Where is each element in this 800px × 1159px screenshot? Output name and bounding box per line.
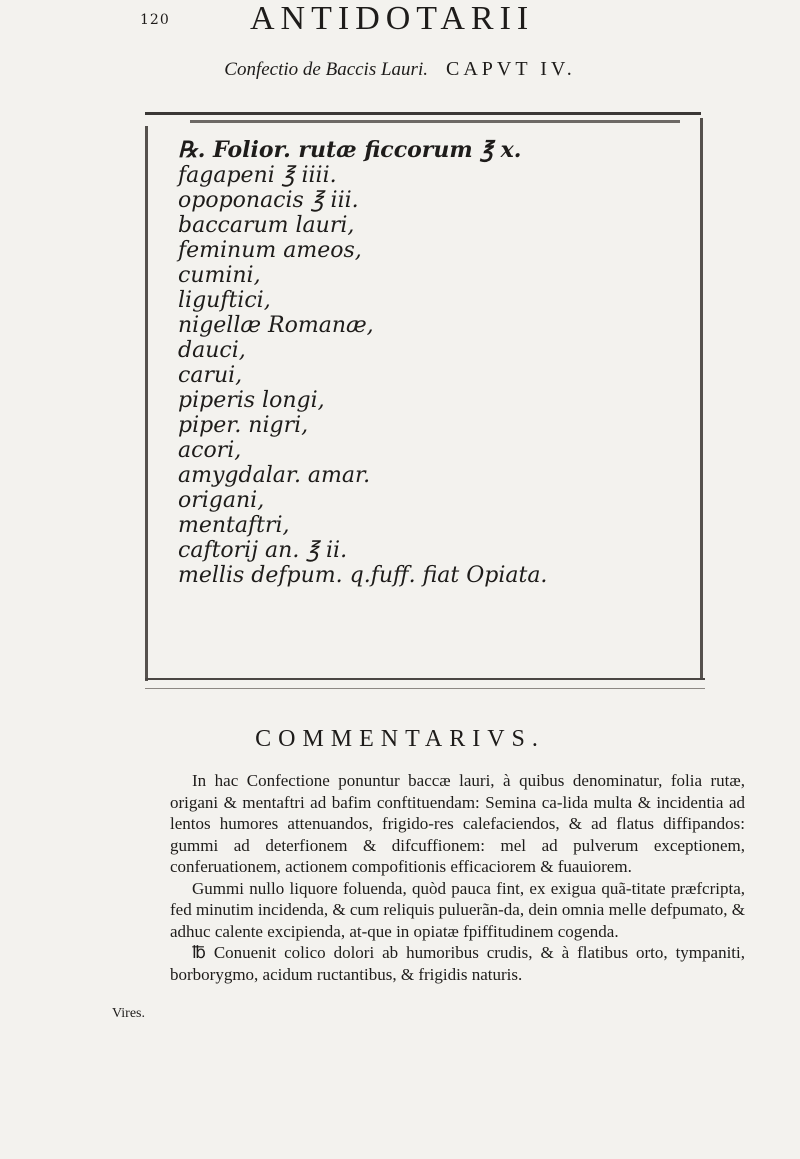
recipe-frame-top-rule — [145, 112, 701, 115]
recipe-list — [178, 138, 698, 588]
recipe-frame-right-bar — [700, 118, 703, 678]
recipe-line: nigellæ Romanæ, — [178, 313, 374, 338]
recipe-frame-top-rule-inner — [190, 120, 680, 123]
chapter-title: Confectio de Baccis Lauri. — [224, 59, 428, 80]
page-number: 120 — [140, 12, 170, 28]
recipe-line: origani, — [178, 488, 265, 513]
recipe-line: piper. nigri, — [178, 413, 309, 438]
recipe-frame-bottom-rule — [145, 678, 705, 680]
chapter-heading — [0, 58, 800, 81]
commentary-paragraph: Gummi nullo liquore foluenda, quòd pauca fint, ex exigua quã-titate præfcripta, fed minutim incidenda, & cum reliquis puluerãn-da, dein omnia melle defpumato, & adhuc calente excipienda, at-que in opiatæ fpiffitudinem cogenda. — [170, 878, 746, 941]
running-head: ANTIDOTARII — [250, 0, 535, 37]
recipe-line: baccarum lauri, — [178, 213, 355, 238]
commentary-paragraph: In hac Confectione ponuntur baccæ lauri, à quibus denominatur, folia rutæ, origani & mentaftri ad bafim conftituendam: Semina ca-lida multa & incidentia ad lentos humores attenuandos, frigido-res calefaciendos, & ad flatus diffipandos: gummi ad deterfionem & difcuffionem: mel ad pulverum exceptionem, conferuationem, actionem compofitionis efficaciorem & fuauiorem. — [170, 771, 745, 876]
commentary-paragraph: ℔ Conuenit colico dolori ab humoribus crudis, & à flatibus orto, tympaniti, borborygmo, acidum ructantibus, & frigidis naturis. — [170, 943, 745, 984]
commentary-body — [170, 770, 745, 985]
recipe-frame-left-bar — [145, 126, 148, 681]
commentary-heading: COMMENTARIVS. — [255, 726, 545, 752]
recipe-line: feminum ameos, — [178, 238, 362, 263]
recipe-line: mellis defpum. q.fuff. fiat Opiata. — [178, 563, 548, 588]
recipe-line: piperis longi, — [178, 388, 325, 413]
recipe-line: ℞. Folior. rutæ ficcorum ℥ x. — [178, 137, 522, 163]
recipe-line: carui, — [178, 363, 243, 388]
recipe-line: liguftici, — [178, 288, 271, 313]
recipe-line: dauci, — [178, 338, 246, 363]
margin-note: Vires. — [112, 1006, 145, 1021]
recipe-frame-bottom-rule-inner — [145, 688, 705, 689]
chapter-label: CAPVT IV. — [445, 58, 576, 80]
recipe-line: amygdalar. amar. — [178, 463, 371, 488]
recipe-line: acori, — [178, 438, 242, 463]
recipe-line: caftorij an. ℥ ii. — [178, 538, 348, 563]
recipe-line: cumini, — [178, 263, 261, 288]
recipe-line: opoponacis ℥ iii. — [178, 188, 359, 213]
recipe-line: mentaftri, — [178, 513, 290, 538]
recipe-line: fagapeni ℥ iiii. — [178, 163, 337, 188]
